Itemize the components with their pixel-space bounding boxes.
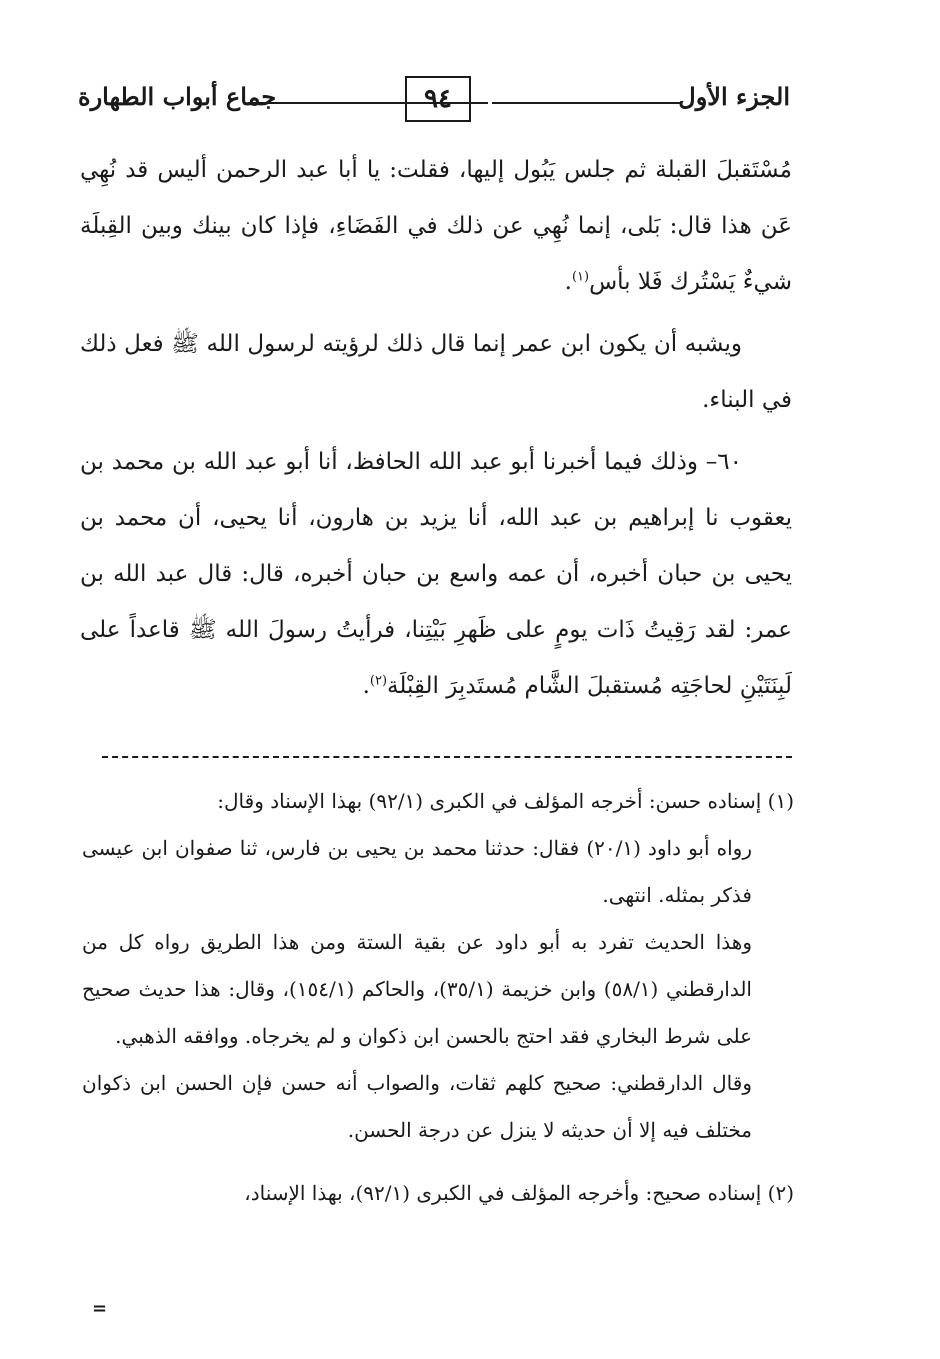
paragraph-3: ٦٠– وذلك فيما أخبرنا أبو عبد الله الحافظ، أنا أبو عبد الله بن محمد بن يعقوب نا إبراهيم بن عبد الله، أنا يزيد بن هارون، أنا يحيى، أن محمد بن يحيى بن حبان أخبره، أن عمه واسع بن حبان أخبره، قال: قال عبد الله بن عمر: لقد رَقِيتُ ذَات يومٍ على ظَهرِ بَيْتِنا، فرأيتُ رسولَ الله ﷺ قاعداً على لَبِنَتَيْنِ لحاجَتِه مُستقبلَ الشَّام مُستَدبِرَ القِبْلَة$^{(٢)}$. bbox=[80, 449, 792, 699]
footnote-1-quote: رواه أبو داود (٢٠/١) فقال: حدثنا محمد بن يحيى بن فارس، ثنا صفوان ابن عيسى فذكر بمثله. انتهى. bbox=[82, 836, 752, 907]
continuation-mark: = bbox=[92, 1298, 108, 1319]
footnote-1-intro: (١) إسناده حسن: أخرجه المؤلف في الكبرى (٩٢/١) بهذا الإسناد وقال: bbox=[217, 789, 794, 813]
page-header bbox=[78, 76, 790, 126]
main-text bbox=[80, 142, 792, 714]
chapter-title: جماع أبواب الطهارة bbox=[78, 82, 277, 111]
volume-title: الجزء الأول bbox=[678, 82, 790, 111]
paragraph-1: مُسْتَقبلَ القبلة ثم جلس يَبُول إليها، فقلت: يا أبا عبد الرحمن أليس قد نُهِي عَن هذا قال: بَلى، إنما نُهِي عن ذلك في الفَضَاءِ، فإذا كان بينك وبين القِبلَة شيءٌ يَسْتُرك فَلا بأس$^{(١)}$. bbox=[80, 157, 792, 295]
footnote-separator bbox=[102, 756, 792, 758]
footnote-2: (٢) إسناده صحيح: وأخرجه المؤلف في الكبرى (٩٢/١)، بهذا الإسناد، bbox=[244, 1181, 794, 1205]
footnote-ref-1: (١) bbox=[571, 269, 590, 285]
page-number: ٩٤ bbox=[405, 76, 471, 122]
footnote-1-paragraph-2: وهذا الحديث تفرد به أبو داود عن بقية الستة ومن هذا الطريق رواه كل من الدارقطني (٥٨/١) وابن خزيمة (٣٥/١)، والحاكم (١٥٤/١)، وقال: هذا حديث صحيح على شرط البخاري فقد احتج بالحسن ابن ذكوان و لم يخرجاه. ووافقه الذهبي. bbox=[82, 930, 752, 1048]
header-rule-right bbox=[492, 102, 680, 104]
header-rule-left bbox=[248, 102, 488, 104]
footnote-ref-2: (٢) bbox=[369, 673, 388, 689]
footnotes bbox=[82, 778, 794, 1217]
footnote-1-paragraph-3: وقال الدارقطني: صحيح كلهم ثقات، والصواب أنه حسن فإن الحسن ابن ذكوان مختلف فيه إلا أن حديثه لا ينزل عن درجة الحسن. bbox=[82, 1071, 752, 1142]
paragraph-2: ويشبه أن يكون ابن عمر إنما قال ذلك لرؤيته لرسول الله ﷺ فعل ذلك في البناء. bbox=[80, 331, 792, 413]
